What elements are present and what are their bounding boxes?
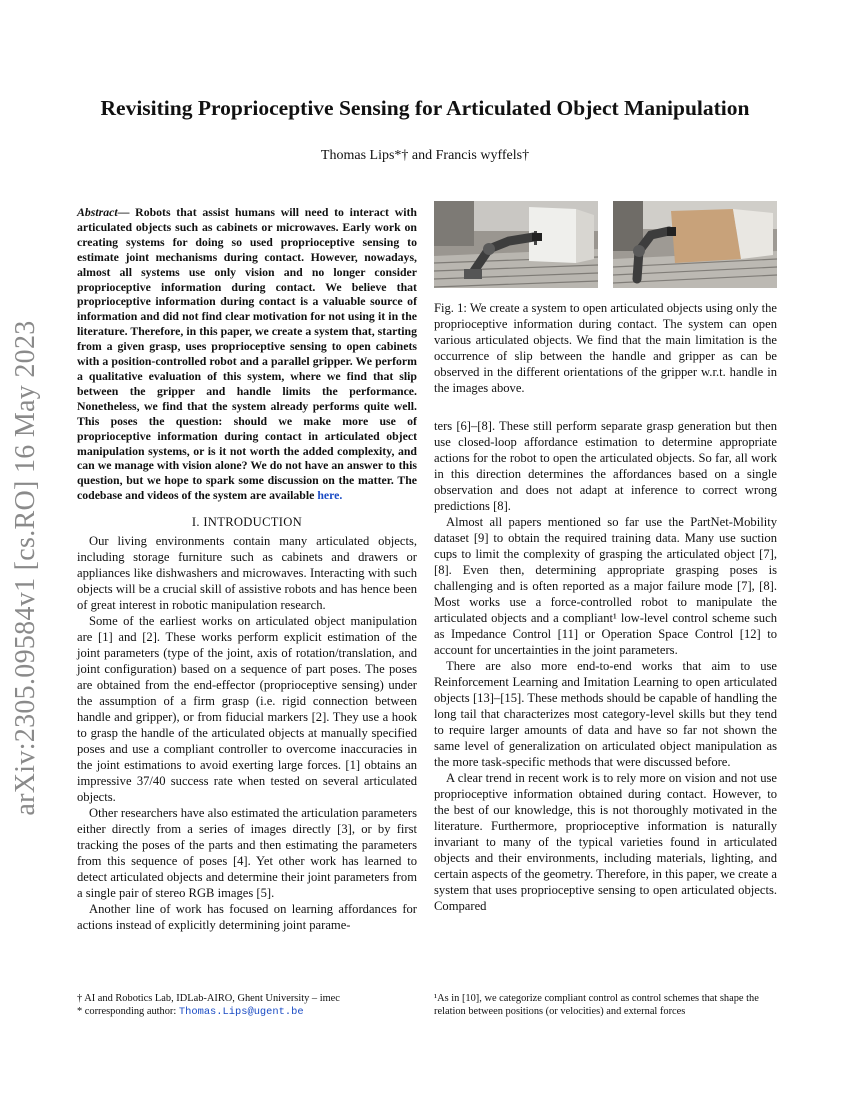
paragraph: Other researchers have also estimated the articulation parameters either directly from a series of images directly [3], or by first tracking the poses of the parts and then estimating the parameters from this sequence of poses [4]. Yet other work has learned to detect articulated objects and determine their joint parameters from a single pair of stereo RGB images [5].: [77, 806, 417, 901]
paragraph: Another line of work has focused on learning affordances for actions instead of explicitly determining joint parame-: [77, 902, 417, 933]
footnote-corresponding-label: * corresponding author:: [77, 1006, 179, 1017]
paragraph: ters [6]–[8]. These still perform separate grasp generation but then use closed-loop affordance estimation to determine appropriate actions for the robot to open the articulated objects. So far, all work in this direction determines the affordances based on a single observation and does not adapt at inference to correct wrong predictions [8].: [434, 419, 777, 513]
footnote-affiliation: † AI and Robotics Lab, IDLab-AIRO, Ghent University – imec: [77, 993, 340, 1004]
abstract: Abstract— Robots that assist humans will need to interact with articulated objects such as cabinets or microwaves. Early work on creating systems for doing so used proprioceptive sensing to estimate joint mechanisms during contact. However, nowadays, almost all systems use only vision and no longer consider proprioceptive information during contact. We believe that proprioceptive information during contact is a valuable source of information and did not find clear motivation for not using it in the literature. Therefore, in this paper, we create a system that, starting from a given grasp, uses proprioceptive sensing to open cabinets with a position-controlled robot and a parallel gripper. We perform a qualitative evaluation of this system, where we find that slip between the gripper and handle limits the performance. Nonetheless, we find that the system already performs quite well. This poses the question: should we make more use of proprioceptive information during contact in articulated object manipulation systems, or is it not worth the added complexity, and can we manage with vision alone? We do not have an answer to this question, but we hope to spark some discussion on the matter. The codebase and videos of the system are available here.: [77, 205, 417, 503]
spacer: [434, 396, 777, 418]
figure-1: [434, 201, 777, 288]
footnote-right: ¹As in [10], we categorize compliant control as control schemes that shape the relation between positions (or velocities) and external forces: [434, 993, 759, 1017]
paragraph: A clear trend in recent work is to rely more on vision and not use proprioceptive information obtained during contact. However, to the best of our knowledge, this is not thoroughly motivated in the literature. Furthermore, proprioceptive information is naturally invariant to many of the typical varieties found in articulated objects and their environments, including materials, lighting, and certain aspects of the geometry. Therefore, in this paper, we create a system that uses proprioceptive sensing to open articulated objects. Compared: [434, 771, 777, 913]
email-link[interactable]: Thomas.Lips@ugent.be: [178, 1006, 304, 1018]
arxiv-identifier: arXiv:2305.09584v1 [cs.RO] 16 May 2023: [10, 320, 41, 816]
footnote-corresponding: [77, 1005, 417, 1019]
paragraph: Some of the earliest works on articulated object manipulation are [1] and [2]. These works perform explicit estimation of the joint parameters (type of the joint, axis of rotation/translation, and joint configuration) based on a sequence of part poses. The poses are obtained from the end-effector (proprioceptive sensing) under the assumption of a firm grasp (i.e. rigid connection between handle and gripper), or from fiducial markers [2]. They use a hook to grasp the handle of the articulated objects at manually specified poses and use a compliant controller to overcome inaccuracies in the joint estimations to avoid exerting large forces. [1] obtains an impressive 37/40 success rate when tested on several articulated objects.: [77, 614, 417, 805]
robot-photo-left: [434, 201, 598, 288]
abstract-label: Abstract: [77, 205, 118, 219]
footnotes-left: [77, 992, 417, 1019]
left-column: [77, 205, 417, 933]
paragraph: There are also more end-to-end works that aim to use Reinforcement Learning and Imitation Learning to open articulated objects [13]–[15]. These methods should be capable of handling the long tail that characterizes most category-level skills but they tend to require larger amounts of data and have so far not shown the same level of generalization on articulated object manipulation as the more task-specific methods that were discussed before.: [434, 659, 777, 769]
paper-title: Revisiting Proprioceptive Sensing for Articulated Object Manipulation: [100, 96, 750, 120]
paper-authors: Thomas Lips*† and Francis wyffels†: [320, 148, 530, 163]
code-link[interactable]: here.: [317, 488, 343, 503]
figure-caption: Fig. 1: We create a system to open articulated objects using only the proprioceptive information during contact. The system can open various articulated objects. We find that the main limitation is the occurrence of slip between the handle and gripper as can be observed in the different orientations of the gripper w.r.t. handle in the images above.: [434, 301, 777, 395]
paragraph: Almost all papers mentioned so far use the PartNet-Mobility dataset [9] to obtain the required training data. Many use suction cups to limit the complexity of grasping the articulated object [7], [8]. Even then, determining appropriate grasping poses is challenging and is often reported as a major failure mode [7], [8]. Most works use a force-controlled robot to manipulate the articulated objects and a compliant¹ low-level control scheme such as Impedance Control [11] or Operation Space Control [12] to account for uncertainties in the joint parameters.: [434, 515, 777, 657]
section-heading-introduction: I. INTRODUCTION: [191, 515, 303, 530]
right-column: [434, 205, 777, 914]
robot-photo-right: [613, 201, 777, 288]
paragraph: Our living environments contain many articulated objects, including storage furniture such as cabinets and drawers or appliances like dishwashers and microwaves. Interacting with such objects will be a crucial skill of assistive robots and has hence been of great interest in robotic manipulation research.: [77, 534, 417, 613]
abstract-text: Robots that assist humans will need to interact with articulated objects such as cabinets or microwaves. Early work on creating systems for doing so used proprioceptive sensing to estimate joint mechanisms during contact. However, nowadays, almost all systems use only vision and no longer consider proprioceptive information during contact. We believe that proprioceptive information during contact is a valuable source of information and did not find clear motivation for not using it in the literature. Therefore, in this paper, we create a system that, starting from a given grasp, uses proprioceptive sensing to open cabinets with a position-controlled robot and a parallel gripper. We perform a qualitative evaluation of this system, where we find that slip between the gripper and handle limits the performance. Nonetheless, we find that the system already performs quite well. This poses the question: should we make more use of proprioceptive information during contact in articulated object manipulation systems, or is it not worth the added complexity, and can we manage with vision alone? We do not have an answer to this question, but we hope to spark some discussion on the matter. The codebase and videos of the system are available: [77, 205, 417, 503]
